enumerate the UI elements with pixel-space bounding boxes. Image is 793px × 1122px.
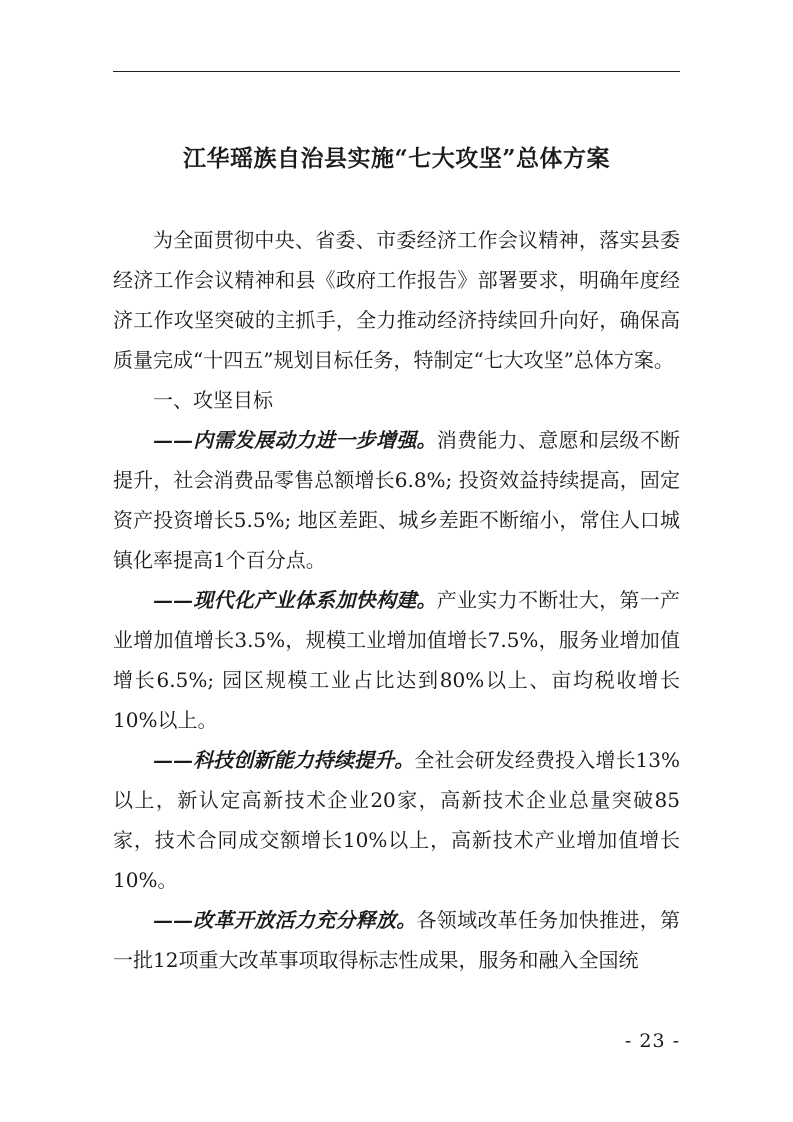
goal-text: 各领域改革任务加快推进，第一批12项重大改革事项取得标志性成果，服务和融入全国统 [113, 908, 680, 972]
goal-text: 产业实力不断壮大，第一产 业增加值增长3.5%，规模工业增加值增长7.5%，服务业增加值增长6.5%; 园区规模工业占比达到80%以上、亩均税收增长10%以上。 [113, 588, 681, 732]
intro-paragraph: 为全面贯彻中央、省委、市委经济工作会议精神，落实县委经济工作会议精神和县《政府工作报告》部署要求，明确年度经济工作攻坚突破的主抓手，全力推动经济持续回升向好，确保高质量完成“十四五”规划目标任务，特制定“七大攻坚”总体方案。 [113, 228, 680, 372]
page-number: - 23 - [624, 1030, 680, 1052]
goal-paragraph [113, 740, 680, 900]
goal-paragraph [113, 900, 680, 980]
goal-lead: ——内需发展动力进一步增强。 [153, 428, 437, 452]
goal-lead: ——科技创新能力持续提升。 [153, 748, 415, 772]
goal-paragraph [113, 580, 680, 740]
document-title: 江华瑶族自治县实施“七大攻坚”总体方案 [183, 145, 610, 172]
header-rule [113, 71, 680, 72]
goal-paragraph [113, 420, 680, 580]
goal-text: 全社会研发经费投入增长13%以上，新认定高新技术企业20家，高新技术企业总量突破85家，技术合同成交额增长10%以上，高新技术产业增加值增长10%。 [113, 748, 681, 892]
section-heading: 一、攻坚目标 [153, 388, 273, 412]
goal-text: 消费能力、意愿和层级不断 提升，社会消费品零售总额增长6.8%; 投资效益持续提高，固定资产投资增长5.5%; 地区差距、城乡差距不断缩小，常住人口城镇化率提高1个百分点。 [113, 428, 681, 572]
document-body [113, 220, 680, 980]
goal-lead: ——改革开放活力充分释放。 [153, 908, 417, 932]
goal-lead: ——现代化产业体系加快构建。 [153, 588, 437, 612]
